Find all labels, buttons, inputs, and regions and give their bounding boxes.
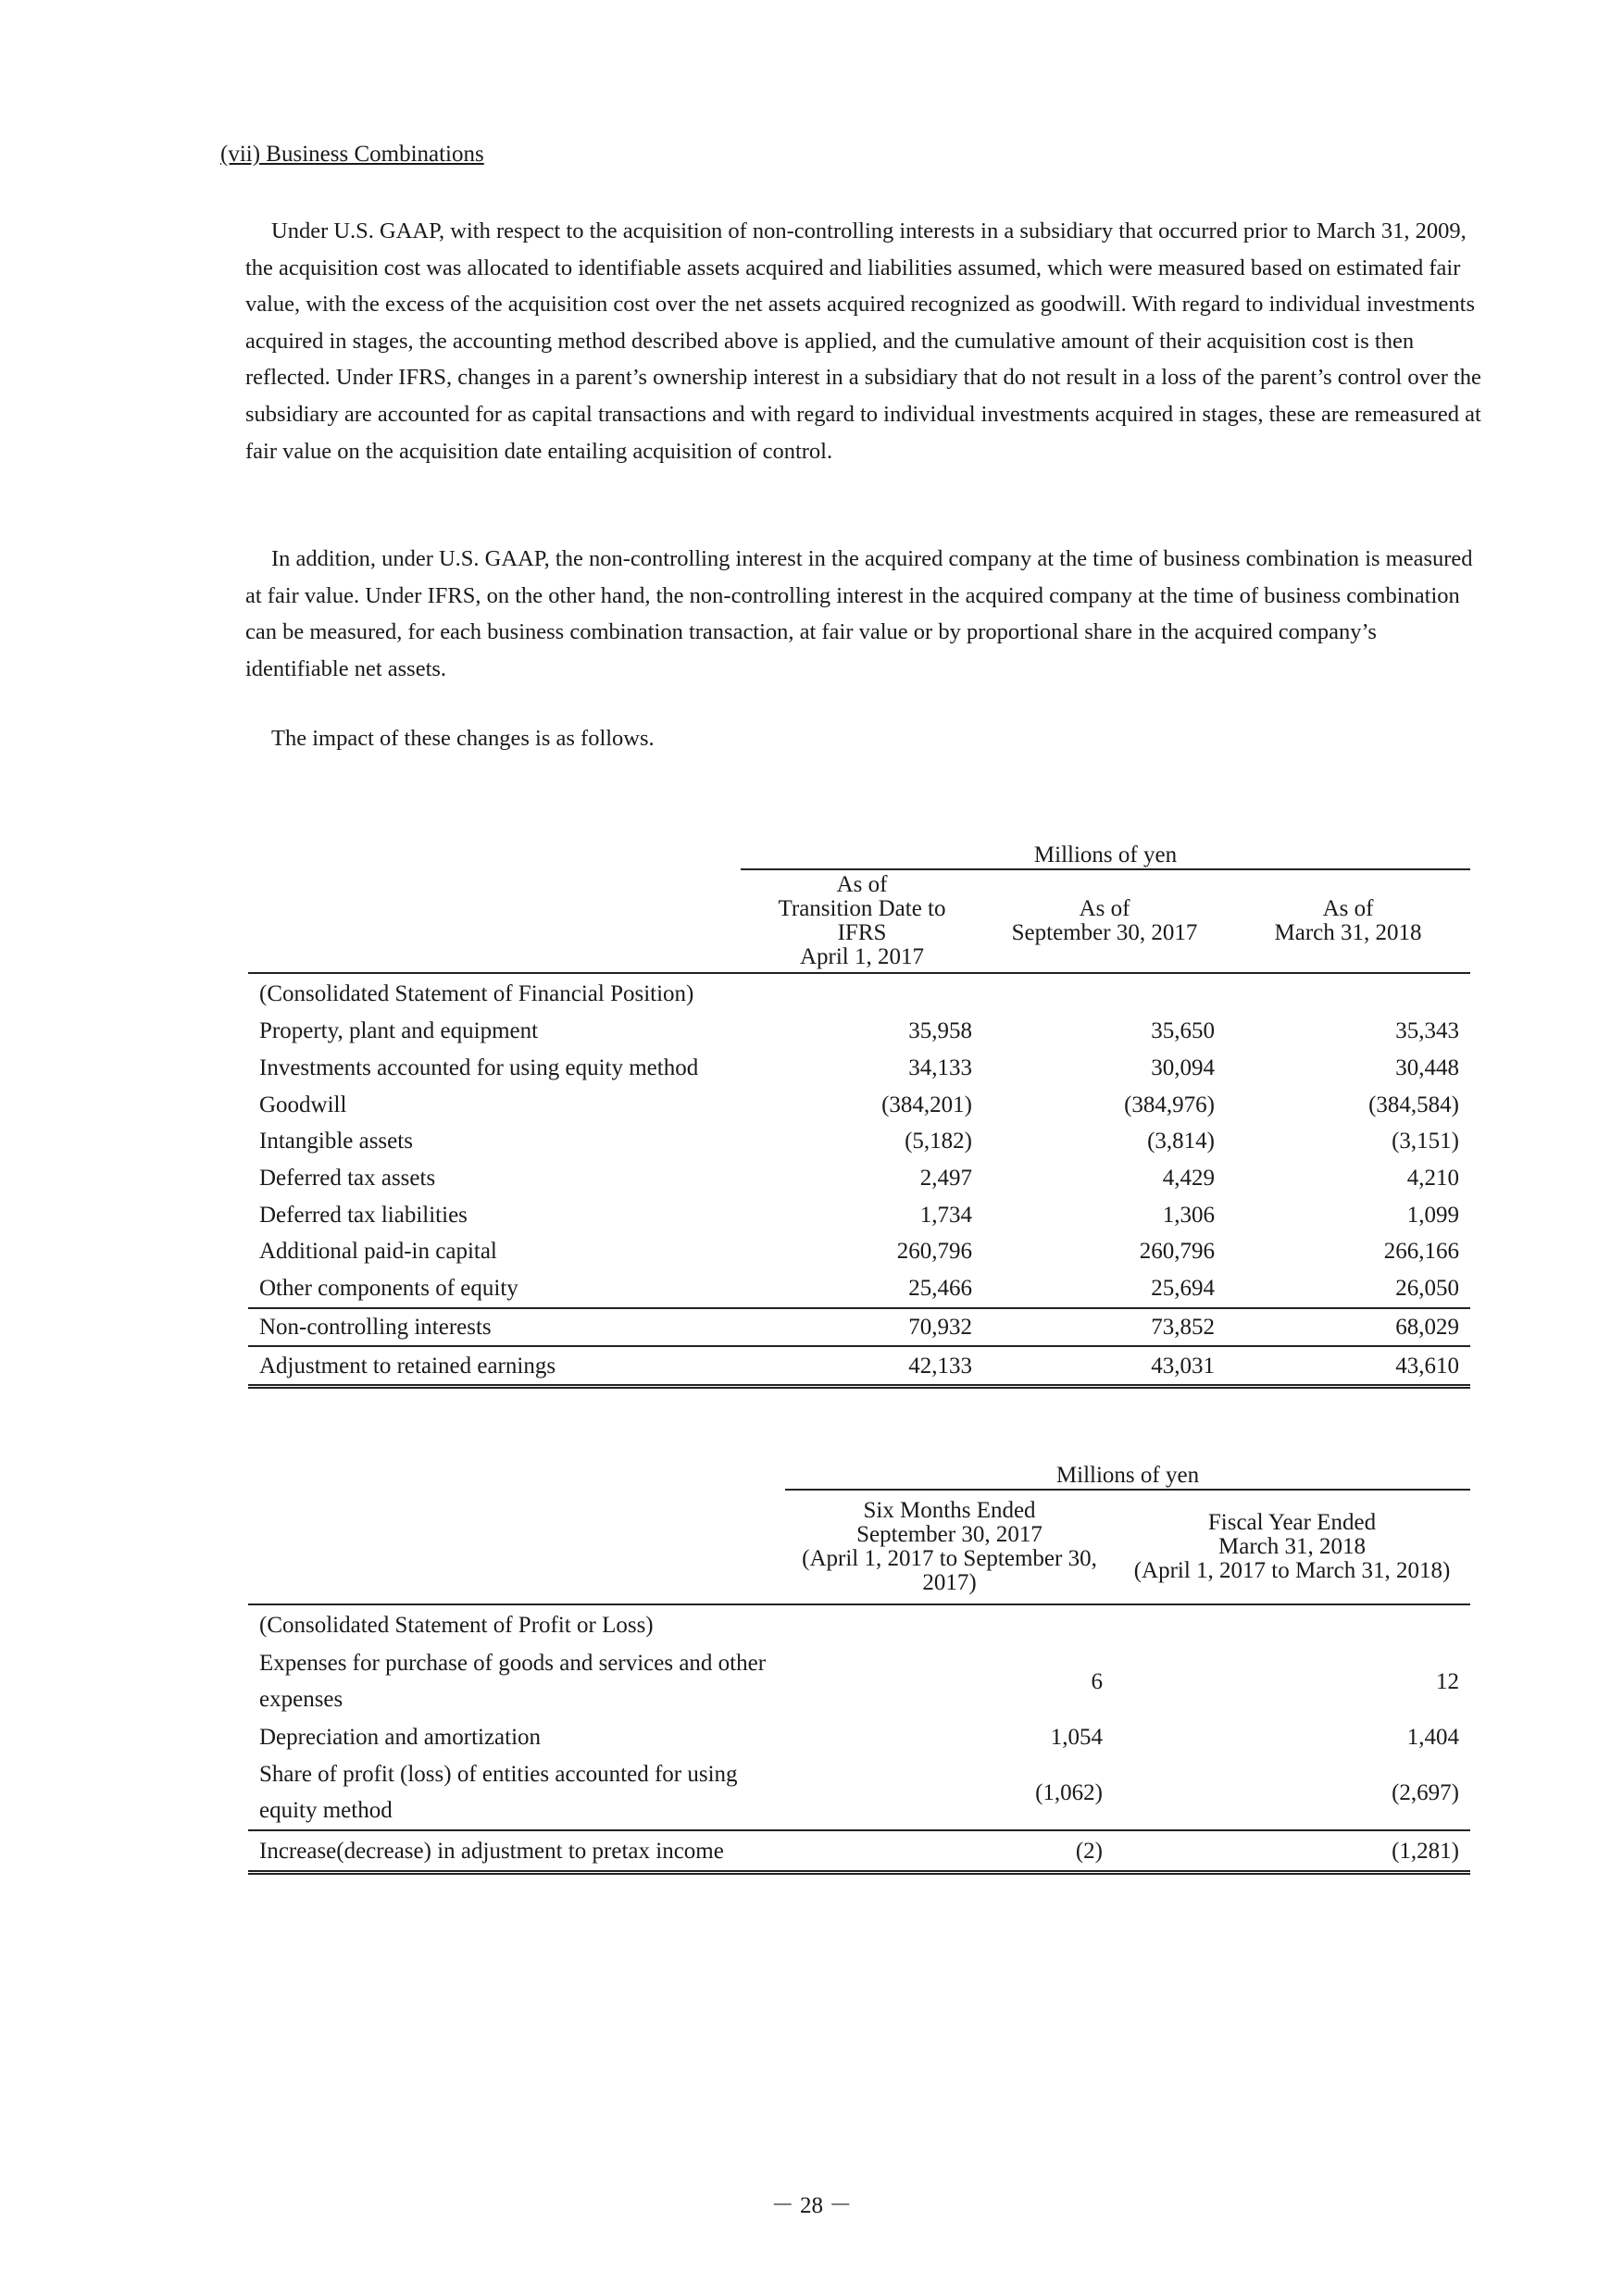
unit-label: Millions of yen <box>785 1454 1470 1490</box>
table-row <box>248 1123 1470 1160</box>
financial-position-table <box>248 833 1470 1389</box>
total-value: (1,281) <box>1114 1830 1470 1873</box>
cell-value: 73,852 <box>983 1308 1226 1347</box>
section-label: (Consolidated Statement of Profit or Loss) <box>259 1612 654 1638</box>
row-label: Other components of equity <box>259 1276 518 1302</box>
cell-value: (384,201) <box>881 1092 972 1117</box>
cell-value: 1,404 <box>1406 1724 1459 1750</box>
cell-value: (5,182) <box>905 1129 972 1154</box>
column-header: As of Transition Date to IFRS April 1, 2017 <box>741 869 983 973</box>
cell-value: 4,429 <box>1162 1166 1215 1192</box>
cell-value: (2,697) <box>1392 1779 1459 1805</box>
total-label: Increase(decrease) in adjustment to pretax income <box>248 1830 785 1873</box>
row-label: Deferred tax assets <box>259 1166 436 1192</box>
cell-value: 6 <box>1091 1668 1103 1694</box>
row-label: Intangible assets <box>259 1129 413 1154</box>
total-value: (2) <box>785 1830 1114 1873</box>
profit-or-loss-table <box>248 1454 1470 1875</box>
cell-value: 26,050 <box>1395 1276 1459 1302</box>
table-row <box>248 1270 1470 1308</box>
cell-value: 30,094 <box>1151 1055 1215 1081</box>
cell-value: 25,466 <box>908 1276 972 1302</box>
row-label: Depreciation and amortization <box>259 1724 542 1750</box>
paragraph-3: The impact of these changes is as follows. <box>271 726 655 751</box>
total-row <box>248 1346 1470 1386</box>
cell-value: 266,166 <box>1383 1239 1459 1265</box>
cell-value: 1,099 <box>1406 1202 1459 1228</box>
table-row <box>248 1013 1470 1050</box>
table-row <box>248 1718 1470 1755</box>
table-row <box>248 1196 1470 1233</box>
column-header: Fiscal Year Ended March 31, 2018 (April 1, 2017 to March 31, 2018) <box>1114 1490 1470 1604</box>
cell-value: 4,210 <box>1406 1166 1459 1192</box>
cell-value: 2,497 <box>919 1166 972 1192</box>
paragraph-2: In addition, under U.S. GAAP, the non-controlling interest in the acquired company at the time of business combination is measured at fair value. Under IFRS, on the other hand, the non-controlling interest in the acquired company at the time of business combination can be measured, for each business combination transaction, at fair value or by proportional share in the acquired company’s identifiable net assets. <box>245 546 1473 681</box>
total-label: Adjustment to retained earnings <box>248 1346 741 1386</box>
total-value: 43,610 <box>1226 1346 1470 1386</box>
cell-value: 70,932 <box>741 1308 983 1347</box>
column-header: As of March 31, 2018 <box>1226 869 1470 973</box>
section-label: (Consolidated Statement of Financial Position) <box>259 980 694 1006</box>
cell-value: 1,306 <box>1162 1202 1215 1228</box>
column-header: As of September 30, 2017 <box>983 869 1226 973</box>
row-label: Property, plant and equipment <box>259 1018 539 1044</box>
table-row <box>248 1086 1470 1123</box>
cell-value: (384,976) <box>1124 1092 1215 1117</box>
total-row <box>248 1830 1470 1873</box>
cell-value: 68,029 <box>1226 1308 1470 1347</box>
cell-value: 12 <box>1436 1668 1459 1694</box>
cell-value: 1,054 <box>1050 1724 1103 1750</box>
table-row <box>248 1160 1470 1197</box>
cell-value: (384,584) <box>1368 1092 1459 1117</box>
paragraph-1: Under U.S. GAAP, with respect to the acquisition of non-controlling interests in a subsidiary that occurred prior to March 31, 2009, the acquisition cost was allocated to identifiable assets acquired and liabilities assumed, which were measured based on estimated fair value, with the excess of the acquisition cost over the net assets acquired recognized as goodwill. With regard to individual investments acquired in stages, the accounting method described above is applied, and the cumulative amount of their acquisition cost is then reflected. Under IFRS, changes in a parent’s ownership interest in a subsidiary that do not result in a loss of the parent’s control over the subsidiary are accounted for as capital transactions and with regard to individual investments acquired in stages, these are remeasured at fair value on the acquisition date entailing acquisition of control. <box>245 218 1481 464</box>
section-heading: (vii) Business Combinations <box>220 142 484 167</box>
row-label: Non-controlling interests <box>248 1308 741 1347</box>
cell-value: 34,133 <box>908 1055 972 1081</box>
table-row <box>248 1308 1470 1347</box>
table-row <box>248 1755 1470 1830</box>
total-value: 43,031 <box>983 1346 1226 1386</box>
cell-value: (1,062) <box>1035 1779 1103 1805</box>
cell-value: 35,343 <box>1395 1018 1459 1044</box>
cell-value: 35,958 <box>908 1018 972 1044</box>
cell-value: 25,694 <box>1151 1276 1215 1302</box>
unit-label: Millions of yen <box>741 833 1470 869</box>
table-row <box>248 1050 1470 1087</box>
table-row <box>248 1644 1470 1718</box>
cell-value: 1,734 <box>919 1202 972 1228</box>
row-label: Share of profit (loss) of entities accounted for using equity method <box>259 1762 738 1823</box>
column-header: Six Months Ended September 30, 2017 (April 1, 2017 to September 30, 2017) <box>785 1490 1114 1604</box>
row-label: Deferred tax liabilities <box>259 1202 468 1228</box>
cell-value: 35,650 <box>1151 1018 1215 1044</box>
cell-value: (3,814) <box>1147 1129 1215 1154</box>
row-label: Additional paid-in capital <box>259 1239 497 1265</box>
total-value: 42,133 <box>741 1346 983 1386</box>
row-label: Goodwill <box>259 1092 347 1117</box>
row-label: Expenses for purchase of goods and services and other expenses <box>259 1651 767 1712</box>
page-number: － 28 － <box>770 2193 853 2218</box>
table-row <box>248 1233 1470 1270</box>
row-label: Investments accounted for using equity method <box>259 1055 699 1081</box>
cell-value: 30,448 <box>1395 1055 1459 1081</box>
cell-value: 260,796 <box>896 1239 972 1265</box>
cell-value: (3,151) <box>1392 1129 1459 1154</box>
cell-value: 260,796 <box>1139 1239 1215 1265</box>
